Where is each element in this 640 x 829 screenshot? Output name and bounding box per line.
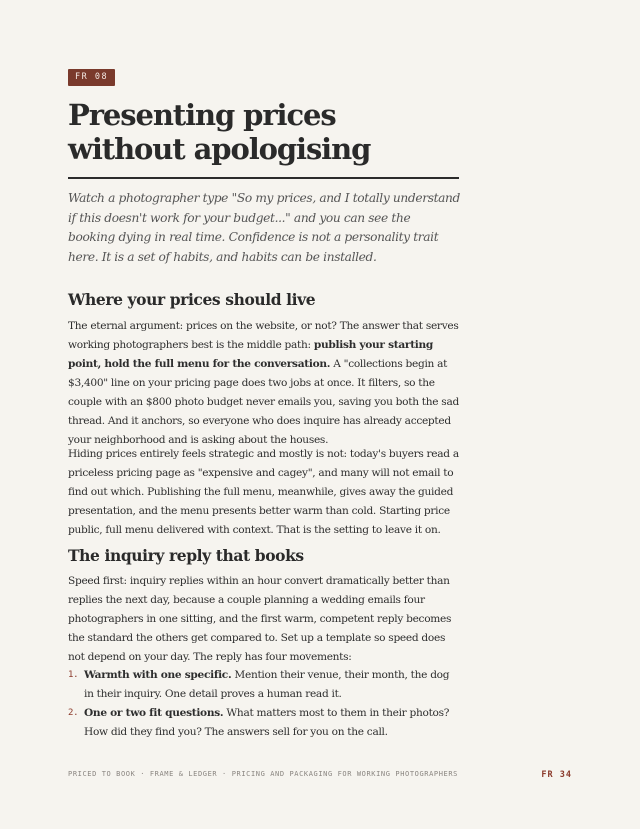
section1-paragraph-2: Hiding prices entirely feels strategic and mostly is not: today's buyers read a priceless pricing page as "expensive and cagey", and many will not email to find out which. Publishing the full menu, meanwhile, gives away the guided presentation, and the menu presents better warm than cold. Starting price public, full menu delivered with context. That is the setting to leave it on. xyxy=(68,448,459,536)
page-folio: FR 34 xyxy=(541,770,572,780)
chapter-tag: FR 08 xyxy=(68,69,115,86)
section1-p1-text-b: A "collections begin at $3,400" line on your pricing page does two jobs at once. It filters, so the couple with an $800 photo budget never emails you, saving you both the sad thread. And it anchors, so everyone who does inquire has already accepted your neighborhood and is asking about the houses. xyxy=(68,358,459,446)
lede-paragraph: Watch a photographer type "So my prices, and I totally understand if this doesn't work for your budget..." and you can see the booking dying in real time. Confidence is not a personality trait here. It is a set of habits, and habits can be installed. xyxy=(68,191,461,264)
list-item-number: 1. xyxy=(68,670,79,680)
list-item-text: What matters most to them in their photos? How did they find you? The answers sell for you on the call. xyxy=(84,707,450,738)
section-heading-prices: Where your prices should live xyxy=(68,290,316,309)
section2-paragraph-1: Speed first: inquiry replies within an hour convert dramatically better than replies the next day, because a couple planning a wedding emails four photographers in one sitting, and the first warm, competent reply becomes the standard the others get compared to. Set up a template so speed does not depend on your day. The reply has four movements: xyxy=(68,575,452,663)
list-item xyxy=(68,666,460,704)
running-footer: PRICED TO BOOK · FRAME & LEDGER · PRICING AND PACKAGING FOR WORKING PHOTOGRAPHERS xyxy=(68,770,458,778)
section1-p1-emphasis: publish your starting point, hold the full menu for the conversation. xyxy=(68,339,434,370)
list-item-bold: Warmth with one specific. xyxy=(84,669,232,681)
section-heading-inquiry: The inquiry reply that books xyxy=(68,546,304,565)
list-item-bold: One or two fit questions. xyxy=(84,707,224,719)
title-rule xyxy=(68,177,459,179)
section1-paragraph-1 xyxy=(68,317,460,450)
list-item xyxy=(68,704,460,742)
section1-p1-text-a: The eternal argument: prices on the website, or not? The answer that serves working photographers best is the middle path: xyxy=(68,320,459,351)
page-title: Presenting prices without apologising xyxy=(68,98,371,166)
list-item-text: Mention their venue, their month, the dog in their inquiry. One detail proves a human read it. xyxy=(84,669,450,700)
reply-movements-list xyxy=(68,666,460,742)
list-item-number: 2. xyxy=(68,708,79,718)
